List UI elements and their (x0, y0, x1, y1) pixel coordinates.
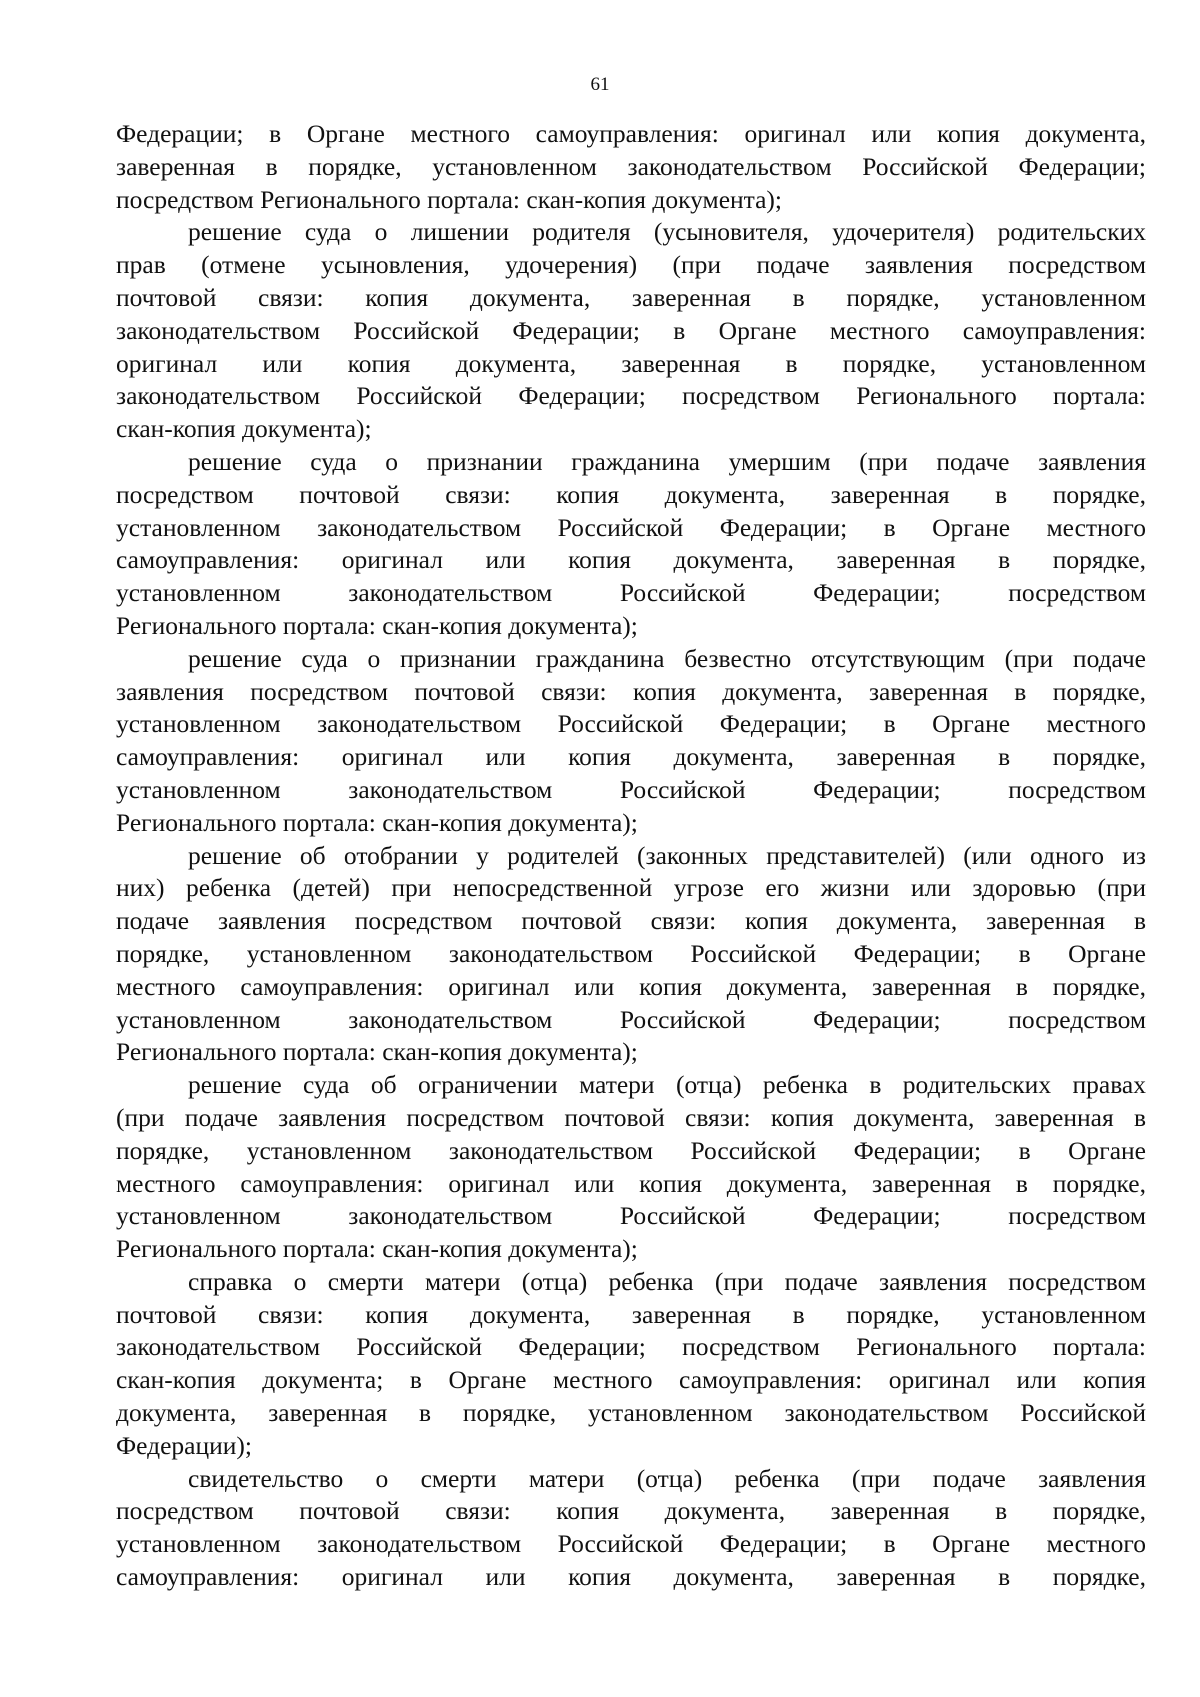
text-line: установленном законодательством Российской Федерации; в Органе местного (116, 1529, 1146, 1559)
text-line: Федерации); (116, 1430, 253, 1460)
text-line: решение суда об ограничении матери (отца) ребенка в родительских правах (188, 1070, 1146, 1100)
page-number: 61 (590, 74, 610, 95)
text-line: установленном законодательством Российской Федерации; посредством (116, 1201, 1146, 1231)
text-line: Регионального портала: скан-копия документа); (116, 1234, 638, 1264)
text-line: законодательством Российской Федерации; посредством Регионального портала: (116, 381, 1146, 411)
text-line: самоуправления: оригинал или копия документа, заверенная в порядке, (116, 1562, 1146, 1592)
text-line: установленном законодательством Российской Федерации; посредством (116, 774, 1146, 804)
text-line: подаче заявления посредством почтовой связи: копия документа, заверенная в (116, 906, 1146, 936)
text-line: посредством почтовой связи: копия документа, заверенная в порядке, (116, 1496, 1146, 1526)
text-line: решение суда о лишении родителя (усыновителя, удочерителя) родительских (188, 217, 1146, 247)
text-line: Регионального портала: скан-копия документа); (116, 610, 638, 640)
text-line: почтовой связи: копия документа, заверенная в порядке, установленном (116, 1299, 1146, 1329)
text-line: посредством Регионального портала: скан-копия документа); (116, 184, 783, 214)
text-line: законодательством Российской Федерации; посредством Регионального портала: (116, 1332, 1146, 1362)
text-line: решение об отобрании у родителей (законных представителей) (или одного из (188, 840, 1146, 870)
text-line: решение суда о признании гражданина умершим (при подаче заявления (188, 446, 1146, 476)
text-line: них) ребенка (детей) при непосредственной угрозе его жизни или здоровью (при (116, 873, 1146, 903)
text-line: законодательством Российской Федерации; в Органе местного самоуправления: (116, 315, 1146, 345)
text-line: прав (отмене усыновления, удочерения) (при подаче заявления посредством (116, 250, 1146, 280)
text-line: решение суда о признании гражданина безвестно отсутствующим (при подаче (188, 643, 1146, 673)
text-line: порядке, установленном законодательством Российской Федерации; в Органе (116, 1135, 1146, 1165)
text-line: заверенная в порядке, установленном законодательством Российской Федерации; (116, 151, 1146, 181)
text-line: Регионального портала: скан-копия документа); (116, 807, 638, 837)
text-line: самоуправления: оригинал или копия документа, заверенная в порядке, (116, 545, 1146, 575)
text-line: Регионального портала: скан-копия документа); (116, 1037, 638, 1067)
text-line: установленном законодательством Российской Федерации; в Органе местного (116, 512, 1146, 542)
text-line: порядке, установленном законодательством Российской Федерации; в Органе (116, 938, 1146, 968)
text-line: справка о смерти матери (отца) ребенка (при подаче заявления посредством (188, 1266, 1146, 1296)
text-line: скан-копия документа); (116, 414, 372, 444)
text-line: Федерации; в Органе местного самоуправления: оригинал или копия документа, (116, 119, 1146, 148)
text-line: почтовой связи: копия документа, заверенная в порядке, установленном (116, 282, 1146, 312)
text-line: скан-копия документа; в Органе местного самоуправления: оригинал или копия (116, 1365, 1146, 1395)
document-body (116, 118, 1146, 1594)
text-line: документа, заверенная в порядке, установленном законодательством Российской (116, 1398, 1146, 1428)
text-line: местного самоуправления: оригинал или копия документа, заверенная в порядке, (116, 1168, 1146, 1198)
text-line: заявления посредством почтовой связи: копия документа, заверенная в порядке, (116, 676, 1146, 706)
text-line: (при подаче заявления посредством почтовой связи: копия документа, заверенная в (116, 1102, 1146, 1132)
text-line: установленном законодательством Российской Федерации; в Органе местного (116, 709, 1146, 739)
text-line: свидетельство о смерти матери (отца) ребенка (при подаче заявления (188, 1463, 1146, 1493)
text-line: местного самоуправления: оригинал или копия документа, заверенная в порядке, (116, 971, 1146, 1001)
text-line: самоуправления: оригинал или копия документа, заверенная в порядке, (116, 742, 1146, 772)
text-line: оригинал или копия документа, заверенная в порядке, установленном (116, 348, 1146, 378)
text-line: установленном законодательством Российской Федерации; посредством (116, 1004, 1146, 1034)
text-line: посредством почтовой связи: копия документа, заверенная в порядке, (116, 479, 1146, 509)
text-line: установленном законодательством Российской Федерации; посредством (116, 578, 1146, 608)
